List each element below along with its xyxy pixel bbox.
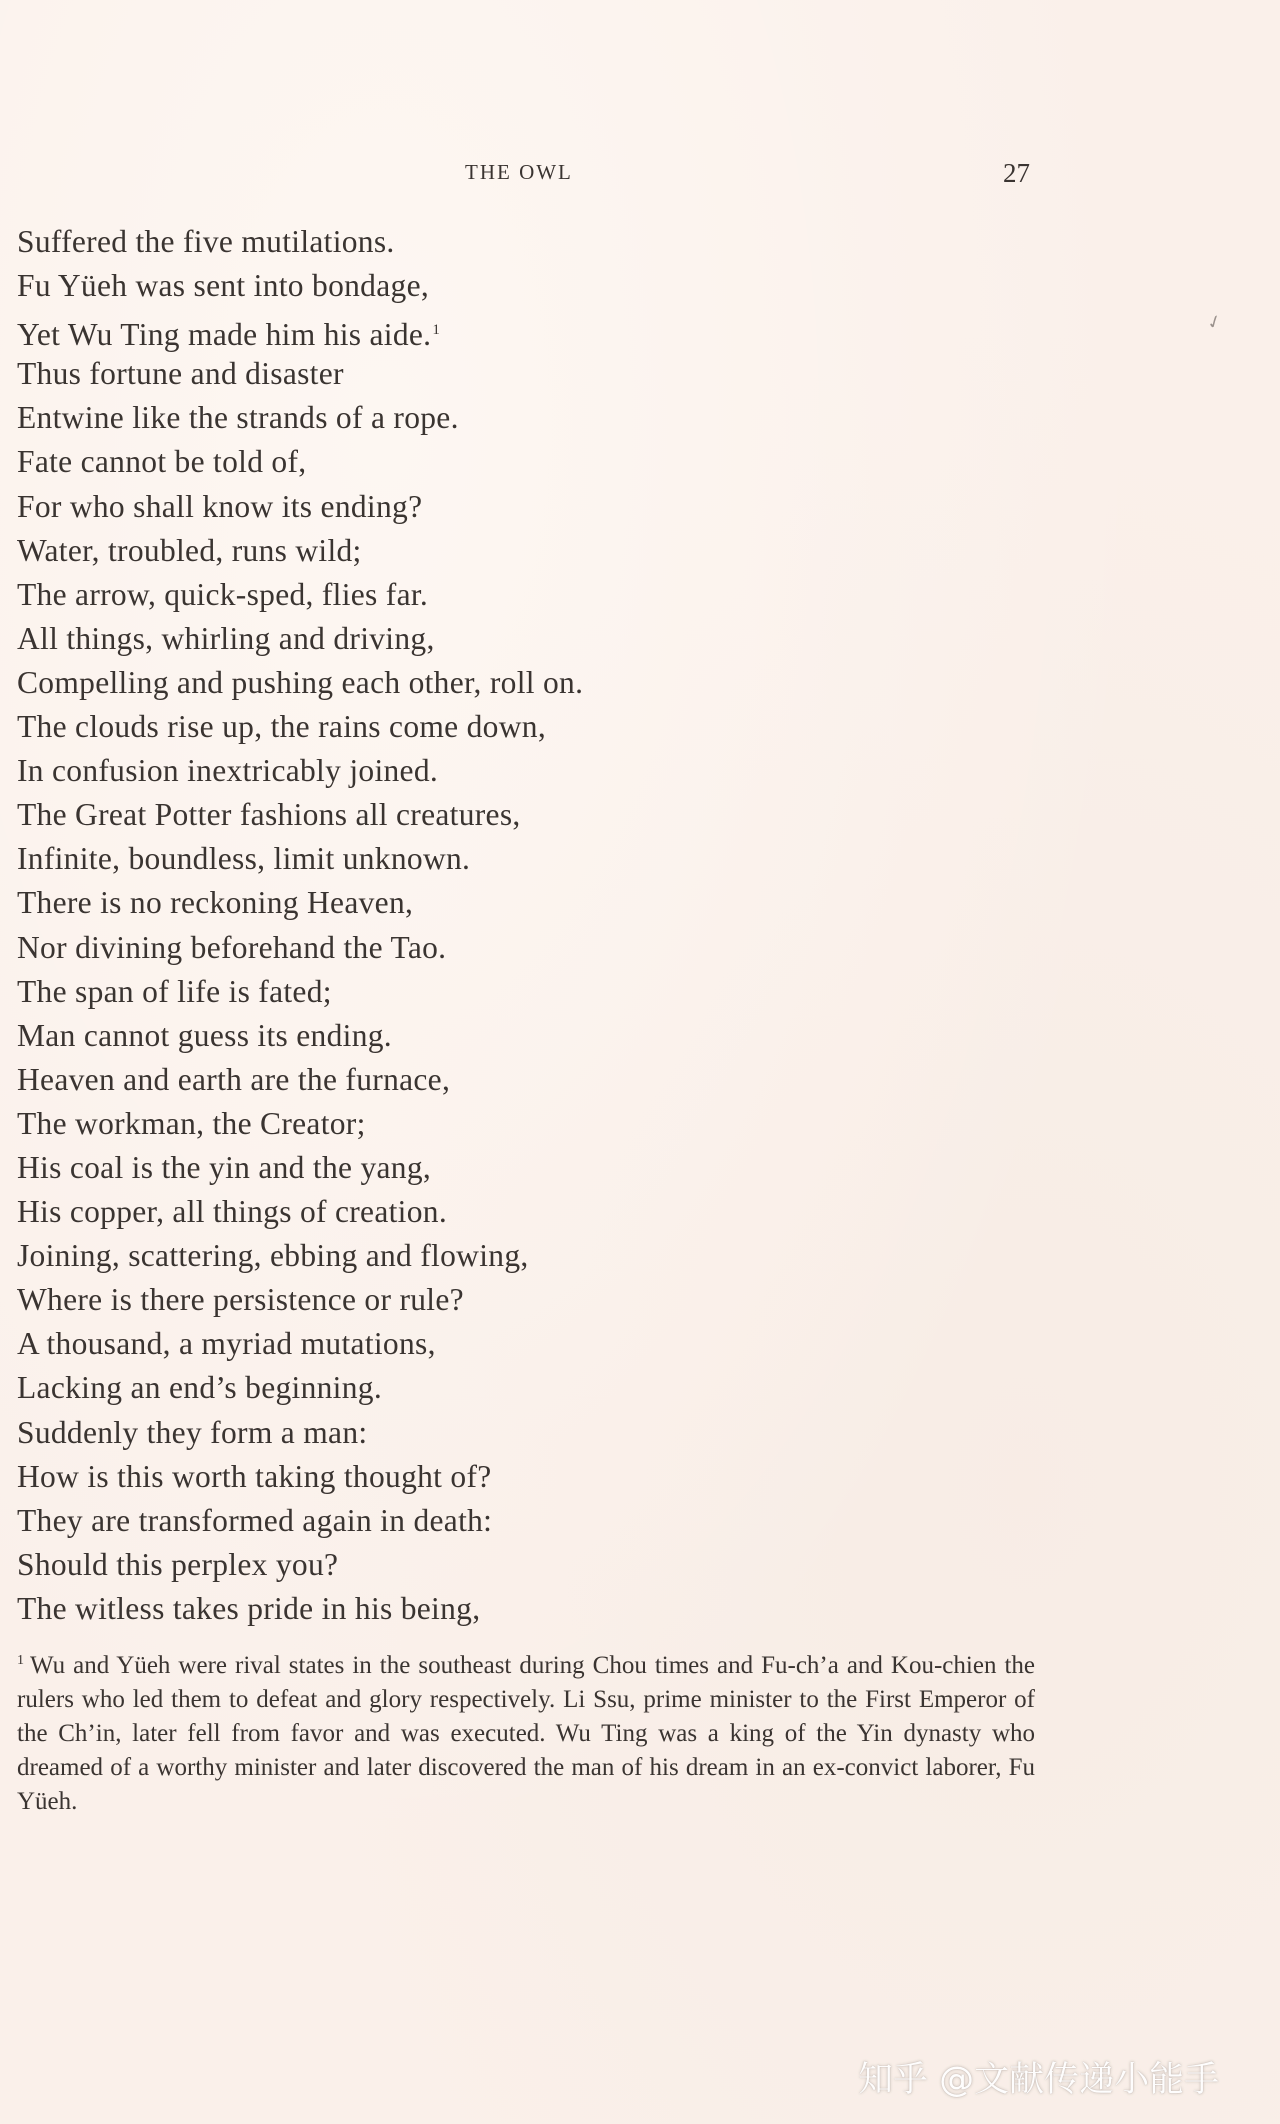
poem-line: Where is there persistence or rule?: [17, 1282, 464, 1318]
poem-line: Water, troubled, runs wild;: [17, 532, 362, 568]
footnote: [17, 1644, 1035, 1819]
poem-line: They are transformed again in death:: [17, 1502, 493, 1538]
page-number: 27: [1003, 158, 1030, 188]
poem-line: Joining, scattering, ebbing and flowing,: [17, 1238, 529, 1274]
poem-line: The witless takes pride in his being,: [17, 1590, 481, 1626]
poem-line: Lacking an end’s beginning.: [17, 1370, 383, 1406]
poem-line: Fate cannot be told of,: [17, 444, 307, 480]
poem-line: Thus fortune and disaster: [17, 356, 344, 392]
poem-line: Suddenly they form a man:: [17, 1414, 368, 1450]
poem-line: A thousand, a myriad mutations,: [17, 1326, 436, 1362]
poem-line: His coal is the yin and the yang,: [17, 1149, 432, 1185]
poem-line: [17, 308, 1037, 352]
poem-line: The Great Potter fashions all creatures,: [17, 797, 521, 833]
poem-line: Heaven and earth are the furnace,: [17, 1061, 451, 1097]
footnote-text: Wu and Yüeh were rival states in the southeast during Chou times and Fu-ch’a and Kou-chien the rulers who led them to defeat and glory respectively. Li Ssu, prime minister to the First Emperor of the Ch’in, later fell from favor and was executed. Wu Ting was a king of the Yin dynasty who dreamed of a worthy minister and later discovered the man of his dream in an ex-convict laborer, Fu Yüeh.: [17, 1652, 1035, 1815]
poem-line: The arrow, quick-sped, flies far.: [17, 576, 429, 612]
poem-line: All things, whirling and driving,: [17, 620, 435, 656]
poem-line: In confusion inextricably joined.: [17, 753, 439, 789]
poem-line: Should this perplex you?: [17, 1546, 339, 1582]
poem-line: Compelling and pushing each other, roll on.: [17, 664, 584, 700]
poem-line: For who shall know its ending?: [17, 488, 423, 524]
poem-line-text: Yet Wu Ting made him his aide.: [17, 317, 432, 353]
poem-line: Infinite, boundless, limit unknown.: [17, 841, 471, 877]
running-title: THE OWL: [465, 160, 573, 184]
poem-line: How is this worth taking thought of?: [17, 1458, 492, 1494]
poem-line: The span of life is fated;: [17, 973, 332, 1009]
poem-body: [17, 220, 1037, 1631]
poem-line: Suffered the five mutilations.: [17, 224, 395, 259]
running-head: [0, 160, 1280, 190]
poem-line: Fu Yüeh was sent into bondage,: [17, 268, 430, 304]
poem-line: Entwine like the strands of a rope.: [17, 400, 459, 436]
poem-line: Nor divining beforehand the Tao.: [17, 929, 447, 965]
footnote-marker: 1: [17, 1653, 24, 1668]
poem-line: There is no reckoning Heaven,: [17, 885, 414, 921]
poem-line: Man cannot guess its ending.: [17, 1017, 392, 1053]
margin-tick-mark: ✓: [1203, 310, 1225, 335]
poem-line: The workman, the Creator;: [17, 1105, 366, 1141]
watermark: 知乎 @文献传递小能手: [858, 2060, 1220, 2100]
poem-line: His copper, all things of creation.: [17, 1194, 447, 1230]
poem-line: The clouds rise up, the rains come down,: [17, 709, 546, 745]
footnote-reference: 1: [432, 322, 441, 339]
